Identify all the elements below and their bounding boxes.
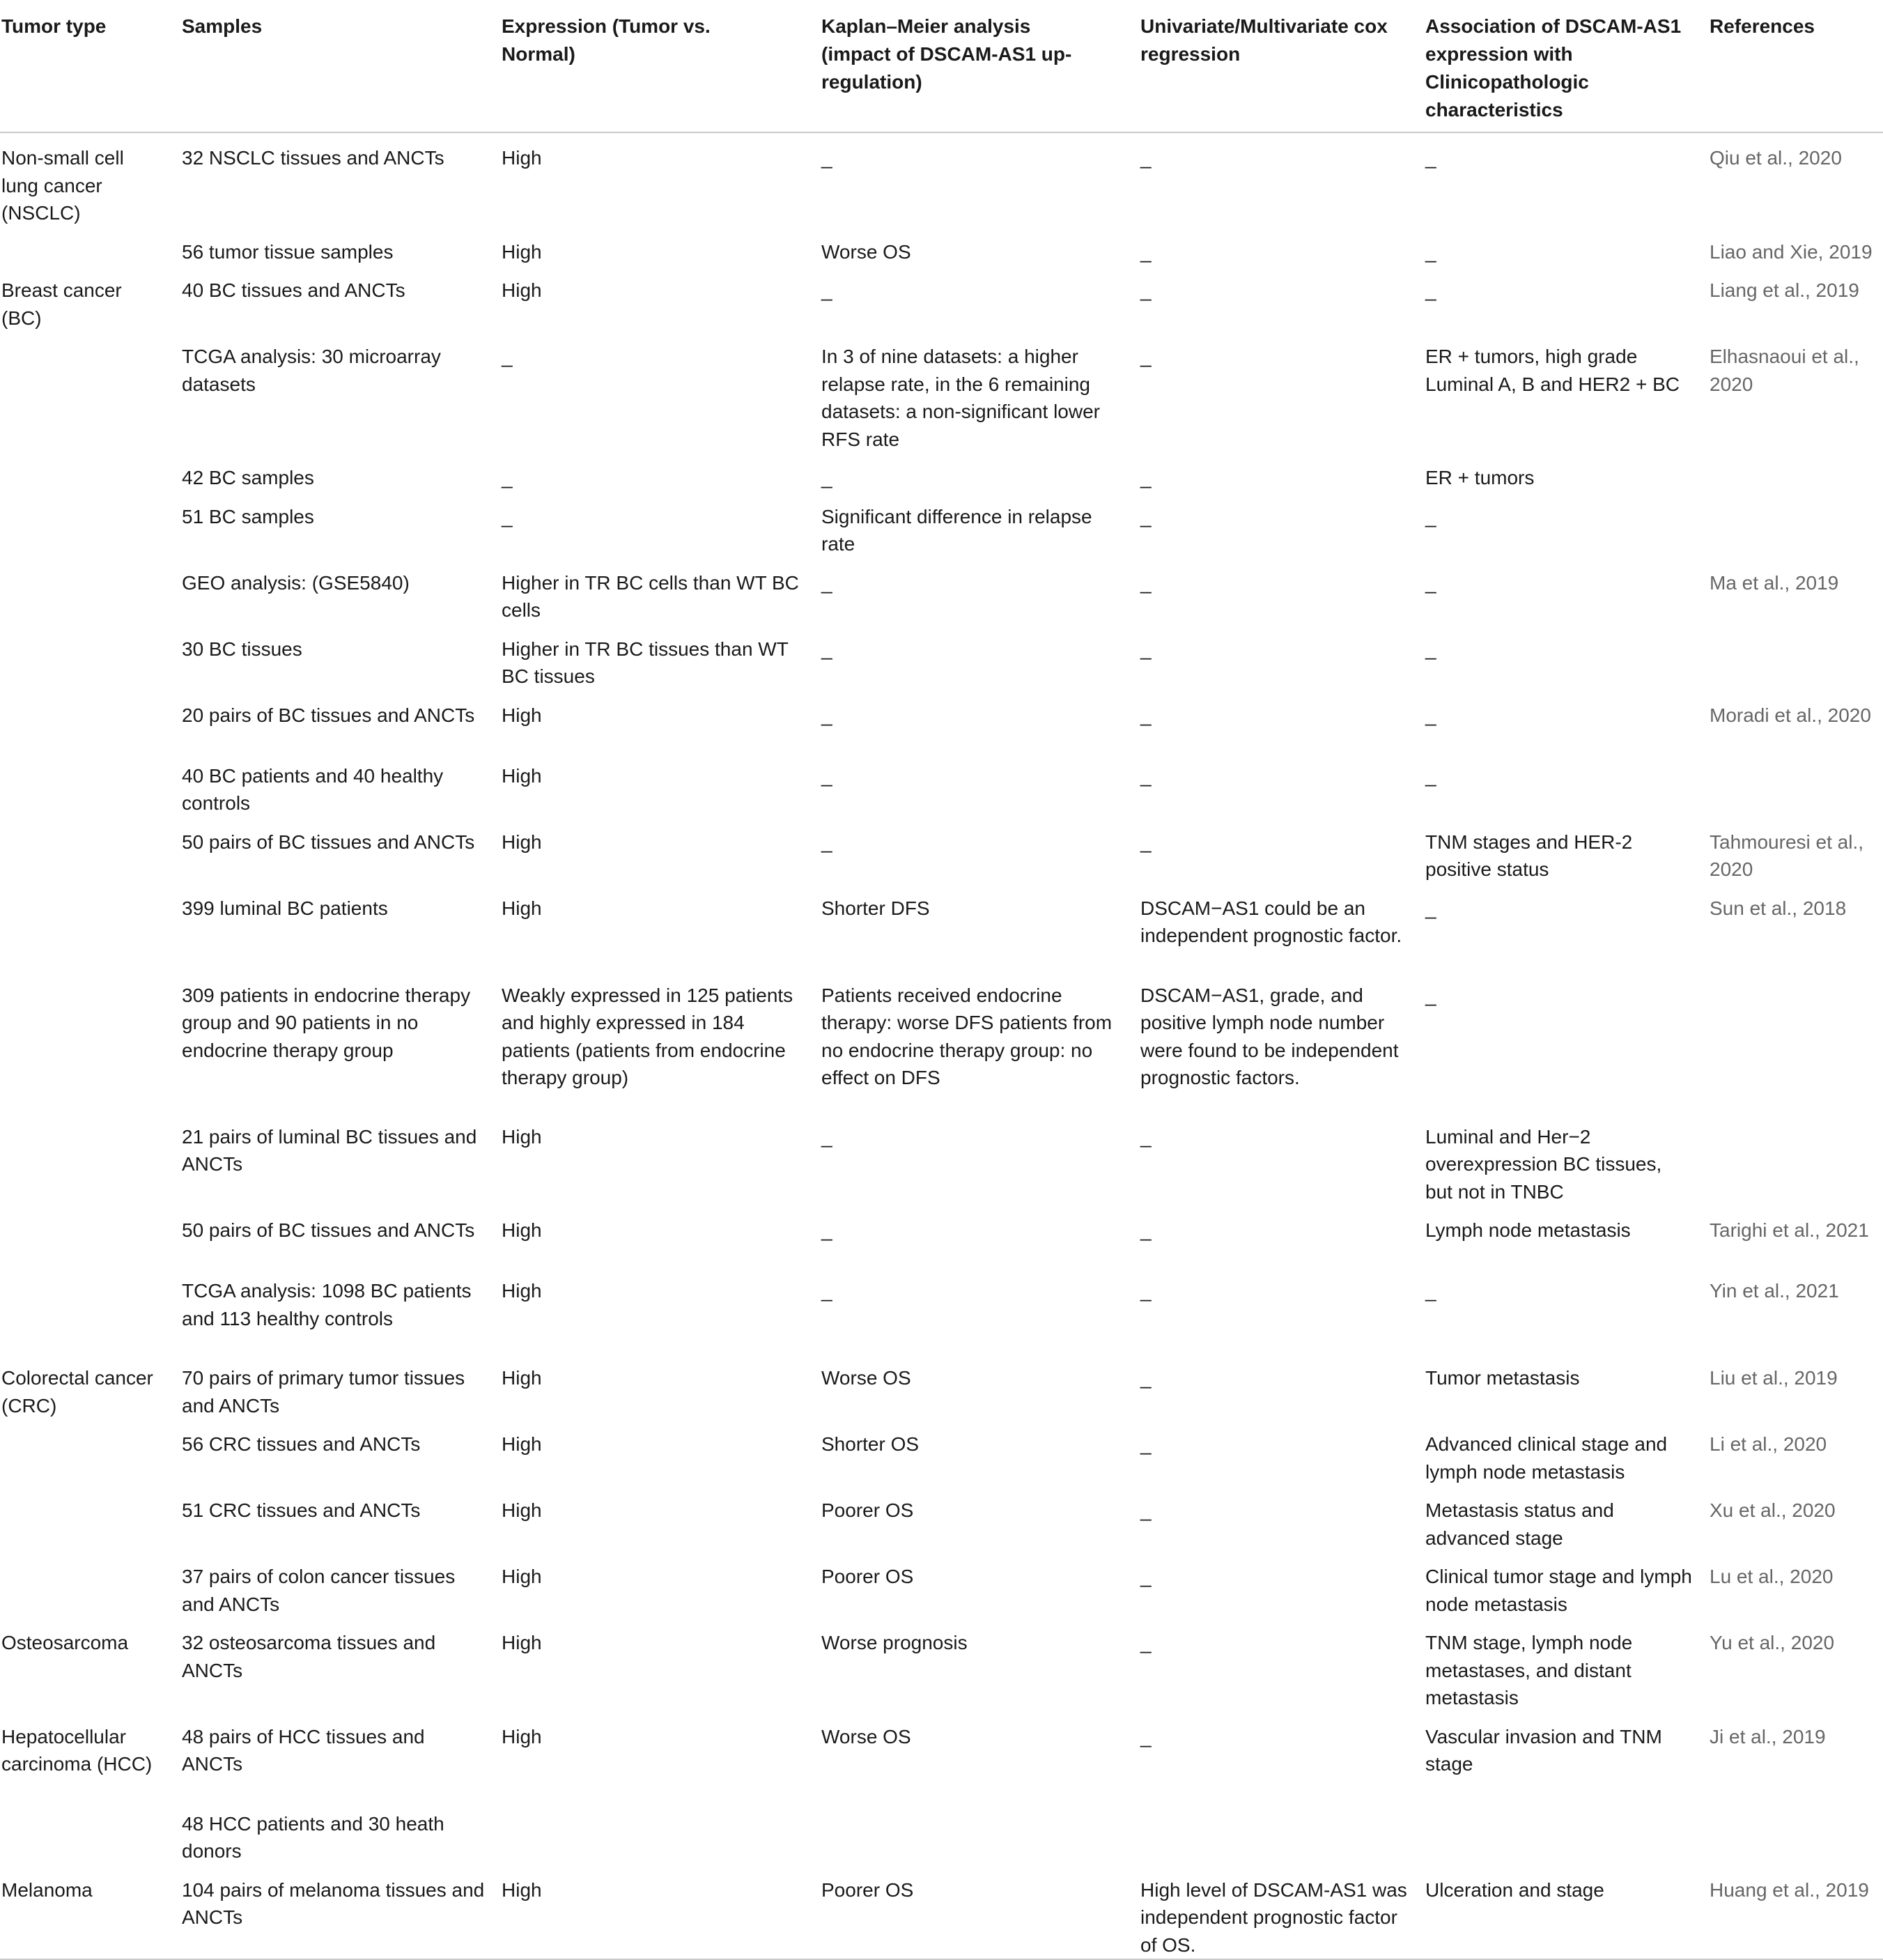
table-row (0, 690, 1883, 751)
cell-cox-regression: _ (1140, 1725, 1152, 1747)
cell-samples: TCGA analysis: 1098 BC patients and 113 healthy controls (182, 1280, 472, 1329)
cell-association: _ (1425, 704, 1436, 726)
table-row (0, 453, 1883, 492)
cell-tumor-type (0, 751, 180, 817)
table-header (0, 0, 1883, 132)
table-row (0, 1266, 1883, 1353)
cell-cox-regression: _ (1140, 346, 1152, 367)
cell-reference: Sun et al., 2018 (1710, 897, 1847, 919)
cell-tumor-type (0, 1112, 180, 1206)
cell-kaplan-meier: _ (821, 571, 832, 594)
cell-samples: GEO analysis: (GSE5840) (182, 571, 410, 594)
cell-cox-regression: _ (1140, 147, 1152, 169)
header-expression: Expression (Tumor vs. Normal) (500, 0, 820, 132)
cell-kaplan-meier: _ (821, 467, 832, 488)
cell-association: _ (1425, 505, 1436, 527)
table-row (0, 1799, 1883, 1865)
cell-tumor-type (0, 624, 180, 690)
cell-expression: High (502, 240, 542, 263)
cell-tumor-type (0, 1486, 180, 1552)
cell-samples: TCGA analysis: 30 microarray datasets (182, 346, 441, 395)
table-row (0, 332, 1883, 453)
table-row (0, 971, 1883, 1112)
cell-reference: Moradi et al., 2020 (1710, 704, 1871, 726)
cell-expression: _ (502, 346, 513, 367)
cell-tumor-type (0, 1205, 180, 1266)
table-row (0, 227, 1883, 266)
table-body (0, 132, 1883, 1959)
cell-expression: High (502, 1280, 542, 1302)
cell-expression: High (502, 1125, 542, 1148)
cell-kaplan-meier: _ (821, 764, 832, 787)
cell-association (1424, 1799, 1708, 1865)
cell-reference: Liu et al., 2019 (1710, 1367, 1838, 1389)
cell-expression: Higher in TR BC tissues than WT BC tissues (502, 638, 789, 687)
cell-expression: High (502, 1499, 542, 1521)
cell-reference: Liang et al., 2019 (1710, 279, 1859, 301)
cell-kaplan-meier: _ (821, 831, 832, 853)
cell-cox-regression: _ (1140, 505, 1152, 527)
cell-expression: High (502, 704, 542, 726)
cell-samples: 51 CRC tissues and ANCTs (182, 1499, 421, 1521)
table-row (0, 1205, 1883, 1266)
cell-association: Clinical tumor stage and lymph node metastasis (1425, 1566, 1692, 1615)
header-cox-regression: Univariate/Multivariate cox regression (1139, 0, 1424, 132)
cell-association: _ (1425, 1280, 1436, 1302)
table-row (0, 817, 1883, 883)
cell-cox-regression: _ (1140, 704, 1152, 726)
cell-kaplan-meier: Worse OS (821, 1367, 911, 1389)
cell-samples: 399 luminal BC patients (182, 897, 388, 919)
cell-reference (1708, 624, 1883, 690)
cell-cox-regression: DSCAM−AS1 could be an independent prognostic factor. (1140, 897, 1402, 946)
cell-kaplan-meier: Shorter DFS (821, 897, 930, 919)
cell-reference: Tahmouresi et al., 2020 (1710, 831, 1863, 880)
cell-samples: 32 NSCLC tissues and ANCTs (182, 147, 444, 169)
cell-reference (1708, 971, 1883, 1112)
table-row (0, 132, 1883, 227)
cell-reference: Yu et al., 2020 (1710, 1632, 1835, 1653)
cell-tumor-type (0, 1552, 180, 1618)
cell-tumor-type (0, 227, 180, 266)
cell-cox-regression: _ (1140, 831, 1152, 853)
cell-expression: High (502, 1433, 542, 1455)
cell-tumor-type: Breast cancer (BC) (1, 279, 122, 329)
cell-kaplan-meier: _ (821, 704, 832, 726)
cell-kaplan-meier: Poorer OS (821, 1878, 914, 1901)
cell-kaplan-meier: Worse OS (821, 1725, 911, 1747)
cell-cox-regression: _ (1140, 1125, 1152, 1148)
header-association: Association of DSCAM-AS1 expression with Clinicopathologic characteristics (1424, 0, 1708, 132)
cell-tumor-type (0, 971, 180, 1112)
cell-samples: 48 pairs of HCC tissues and ANCTs (182, 1725, 425, 1775)
cell-reference: Yin et al., 2021 (1710, 1280, 1839, 1302)
cell-samples: 40 BC tissues and ANCTs (182, 279, 405, 301)
header-row (0, 0, 1883, 132)
cell-reference (1708, 751, 1883, 817)
cell-cox-regression: DSCAM−AS1, grade, and positive lymph node number were found to be independent prognostic factors. (1140, 984, 1399, 1088)
cell-kaplan-meier: Shorter OS (821, 1433, 920, 1455)
cell-reference (1708, 1799, 1883, 1865)
cell-samples: 37 pairs of colon cancer tissues and ANCTs (182, 1566, 456, 1615)
cell-reference (1708, 1112, 1883, 1206)
cell-tumor-type: Hepatocellular carcinoma (HCC) (1, 1725, 153, 1775)
cell-cox-regression: _ (1140, 1367, 1152, 1389)
cell-association: _ (1425, 897, 1436, 919)
cell-samples: 48 HCC patients and 30 heath donors (182, 1812, 444, 1862)
cell-kaplan-meier: _ (821, 1280, 832, 1302)
cell-kaplan-meier: In 3 of nine datasets: a higher relapse rate, in the 6 remaining datasets: a non-significant lower RFS rate (821, 346, 1100, 450)
cell-samples: 309 patients in endocrine therapy group and 90 patients in no endocrine therapy group (182, 984, 471, 1061)
cell-kaplan-meier: Poorer OS (821, 1499, 914, 1521)
cell-association: ER + tumors, high grade Luminal A, B and HER2 + BC (1425, 346, 1680, 395)
table-row (0, 558, 1883, 624)
cell-cox-regression (1139, 1799, 1424, 1865)
cell-expression: _ (502, 505, 513, 527)
cell-cox-regression: _ (1140, 467, 1152, 488)
cell-reference: Xu et al., 2020 (1710, 1499, 1836, 1521)
cell-kaplan-meier: _ (821, 1219, 832, 1241)
cell-expression: High (502, 1632, 542, 1653)
cell-cox-regression: _ (1140, 279, 1152, 301)
cell-reference: Qiu et al., 2020 (1710, 147, 1842, 169)
cell-cox-regression: _ (1140, 1632, 1152, 1653)
cell-association: _ (1425, 147, 1436, 169)
cell-tumor-type (0, 558, 180, 624)
cell-kaplan-meier (820, 1799, 1139, 1865)
table-row (0, 1353, 1883, 1419)
cell-tumor-type: Osteosarcoma (1, 1632, 129, 1653)
cell-expression: High (502, 279, 542, 301)
cell-association: TNM stages and HER-2 positive status (1425, 831, 1633, 880)
cell-expression: High (502, 1878, 542, 1901)
cell-association: _ (1425, 240, 1436, 263)
cell-tumor-type: Colorectal cancer (CRC) (1, 1367, 153, 1417)
table-row (0, 492, 1883, 558)
cell-expression: High (502, 1566, 542, 1587)
cell-kaplan-meier: _ (821, 147, 832, 169)
cell-kaplan-meier: _ (821, 1125, 832, 1148)
cell-cox-regression: _ (1140, 1566, 1152, 1587)
cell-reference (1708, 492, 1883, 558)
cell-expression: Weakly expressed in 125 patients and highly expressed in 184 patients (patients from endocrine therapy group) (502, 984, 793, 1088)
cell-cox-regression: _ (1140, 571, 1152, 594)
cell-association: Metastasis status and advanced stage (1425, 1499, 1614, 1549)
cell-tumor-type (0, 453, 180, 492)
cell-expression: High (502, 897, 542, 919)
cell-cox-regression: _ (1140, 764, 1152, 787)
cell-reference: Elhasnaoui et al., 2020 (1710, 346, 1859, 395)
cell-cox-regression: _ (1140, 1433, 1152, 1455)
header-references: References (1708, 0, 1883, 132)
cell-samples: 56 CRC tissues and ANCTs (182, 1433, 421, 1455)
cell-association: _ (1425, 764, 1436, 787)
cell-association: Ulceration and stage (1425, 1878, 1604, 1901)
cell-samples: 51 BC samples (182, 505, 314, 527)
table-row (0, 1486, 1883, 1552)
table-row (0, 1618, 1883, 1712)
cell-kaplan-meier: Significant difference in relapse rate (821, 505, 1092, 555)
table-row (0, 1552, 1883, 1618)
table-row (0, 1712, 1883, 1799)
cell-expression: High (502, 831, 542, 853)
cell-association: _ (1425, 279, 1436, 301)
cell-expression: High (502, 1725, 542, 1747)
cell-reference: Ma et al., 2019 (1710, 571, 1839, 594)
cell-tumor-type (0, 1266, 180, 1353)
table-row (0, 624, 1883, 690)
table-row (0, 883, 1883, 971)
cell-association: Tumor metastasis (1425, 1367, 1580, 1389)
cell-tumor-type: Melanoma (1, 1878, 93, 1901)
cell-kaplan-meier: _ (821, 279, 832, 301)
cell-samples: 70 pairs of primary tumor tissues and ANCTs (182, 1367, 465, 1417)
cell-association: ER + tumors (1425, 467, 1535, 488)
table-row (0, 751, 1883, 817)
cell-samples: 56 tumor tissue samples (182, 240, 394, 263)
cell-reference: Huang et al., 2019 (1710, 1878, 1869, 1901)
cell-reference: Ji et al., 2019 (1710, 1725, 1826, 1747)
cell-tumor-type (0, 1799, 180, 1865)
cell-expression (500, 1799, 820, 1865)
cell-expression: High (502, 1219, 542, 1241)
cell-reference: Li et al., 2020 (1710, 1433, 1827, 1455)
cell-association: Vascular invasion and TNM stage (1425, 1725, 1662, 1775)
cell-tumor-type (0, 332, 180, 453)
cell-association: Luminal and Her−2 overexpression BC tissues, but not in TNBC (1425, 1125, 1662, 1203)
cell-association: TNM stage, lymph node metastases, and distant metastasis (1425, 1632, 1633, 1708)
cell-cox-regression: _ (1140, 638, 1152, 660)
cell-association: Advanced clinical stage and lymph node metastasis (1425, 1433, 1668, 1483)
table-row (0, 1865, 1883, 1960)
cell-cox-regression: _ (1140, 1280, 1152, 1302)
table-row (0, 1419, 1883, 1486)
cell-reference (1708, 453, 1883, 492)
cell-kaplan-meier: Patients received endocrine therapy: worse DFS patients from no endocrine therapy group: no effect on DFS (821, 984, 1113, 1088)
cell-samples: 30 BC tissues (182, 638, 302, 660)
cell-expression: High (502, 1367, 542, 1389)
cell-kaplan-meier: _ (821, 638, 832, 660)
cell-tumor-type: Non-small cell lung cancer (NSCLC) (1, 147, 124, 224)
cell-samples: 32 osteosarcoma tissues and ANCTs (182, 1632, 436, 1681)
cell-association: Lymph node metastasis (1425, 1219, 1631, 1241)
cell-reference: Lu et al., 2020 (1710, 1566, 1834, 1587)
cell-samples: 21 pairs of luminal BC tissues and ANCTs (182, 1125, 477, 1175)
table-row (0, 1112, 1883, 1206)
cell-association: _ (1425, 984, 1436, 1006)
cell-reference: Tarighi et al., 2021 (1710, 1219, 1869, 1241)
cell-tumor-type (0, 1419, 180, 1486)
header-samples: Samples (180, 0, 500, 132)
cell-expression: _ (502, 467, 513, 488)
cell-samples: 40 BC patients and 40 healthy controls (182, 764, 444, 814)
header-tumor-type: Tumor type (0, 0, 180, 132)
cell-samples: 50 pairs of BC tissues and ANCTs (182, 1219, 475, 1241)
cell-samples: 42 BC samples (182, 467, 314, 488)
header-kaplan-meier: Kaplan–Meier analysis (impact of DSCAM-AS1 up-regulation) (820, 0, 1139, 132)
cell-expression: High (502, 147, 542, 169)
cell-samples: 20 pairs of BC tissues and ANCTs (182, 704, 475, 726)
cell-association: _ (1425, 571, 1436, 594)
cell-cox-regression: _ (1140, 1499, 1152, 1521)
cell-association: _ (1425, 638, 1436, 660)
cell-cox-regression: High level of DSCAM-AS1 was independent prognostic factor of OS. (1140, 1878, 1407, 1956)
cell-tumor-type (0, 883, 180, 971)
cell-expression: Higher in TR BC cells than WT BC cells (502, 571, 799, 621)
table-row (0, 265, 1883, 332)
cell-kaplan-meier: Worse prognosis (821, 1632, 968, 1653)
cell-kaplan-meier: Poorer OS (821, 1566, 914, 1587)
cell-reference: Liao and Xie, 2019 (1710, 240, 1873, 263)
cell-cox-regression: _ (1140, 1219, 1152, 1241)
cell-tumor-type (0, 817, 180, 883)
cell-expression: High (502, 764, 542, 787)
cell-tumor-type (0, 690, 180, 751)
cell-samples: 104 pairs of melanoma tissues and ANCTs (182, 1878, 485, 1928)
cell-samples: 50 pairs of BC tissues and ANCTs (182, 831, 475, 853)
cell-kaplan-meier: Worse OS (821, 240, 911, 263)
cell-tumor-type (0, 492, 180, 558)
cell-cox-regression: _ (1140, 240, 1152, 263)
